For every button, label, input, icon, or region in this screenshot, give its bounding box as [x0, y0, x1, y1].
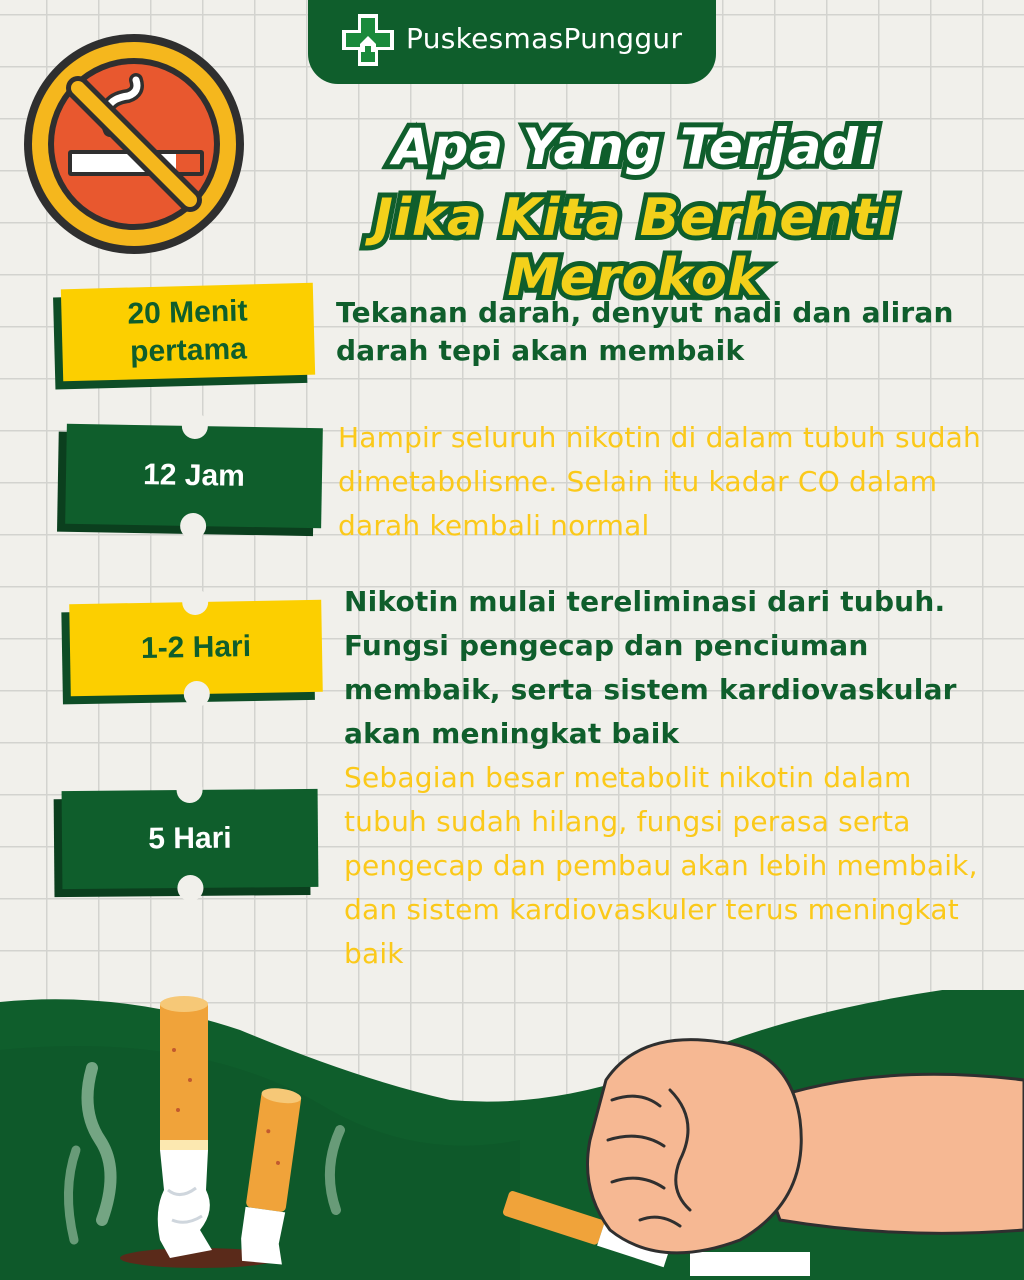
- description-1-2-hari: Nikotin mulai tereliminasi dari tubuh. Fungsi pengecap dan penciuman membaik, serta sistem kardiovaskular akan meningkat baik: [344, 585, 957, 750]
- label-1-2-hari: [69, 600, 323, 696]
- label-20-menit: [61, 283, 315, 382]
- title-line-2: Jika Kita Berhenti Merokok: [373, 188, 897, 308]
- title-line-1: Apa Yang Terjadi: [392, 118, 878, 176]
- ticket-notch: [182, 589, 208, 615]
- fist-crushing-cigarette-icon: [0, 990, 1024, 1280]
- ticket-notch: [184, 681, 210, 707]
- no-smoking-icon: [20, 30, 248, 258]
- ticket-notch: [182, 413, 208, 439]
- ticket-notch: [177, 875, 203, 901]
- label-5-hari: [62, 789, 319, 889]
- brand-name: PuskesmasPunggur: [406, 22, 683, 55]
- description-20-menit: Tekanan darah, denyut nadi dan aliran darah tepi akan membaik: [336, 296, 954, 367]
- description-12-jam: Hampir seluruh nikotin di dalam tubuh sudah dimetabolisme. Selain itu kadar CO dalam darah kembali normal: [338, 421, 981, 542]
- cross-house-icon: [338, 10, 398, 70]
- label-text: 20 Menit pertama: [127, 294, 248, 369]
- label-12-jam: [65, 424, 323, 528]
- label-text: 5 Hari: [148, 821, 232, 856]
- description-5-hari: Sebagian besar metabolit nikotin dalam tubuh sudah hilang, fungsi perasa serta pengecap dan pembau akan lebih membaik, dan sistem kardiovaskuler terus meningkat baik: [344, 761, 978, 970]
- label-text: 12 Jam: [142, 458, 246, 493]
- label-text: 1-2 Hari: [140, 630, 252, 665]
- ticket-notch: [176, 777, 202, 803]
- ticket-notch: [180, 513, 206, 539]
